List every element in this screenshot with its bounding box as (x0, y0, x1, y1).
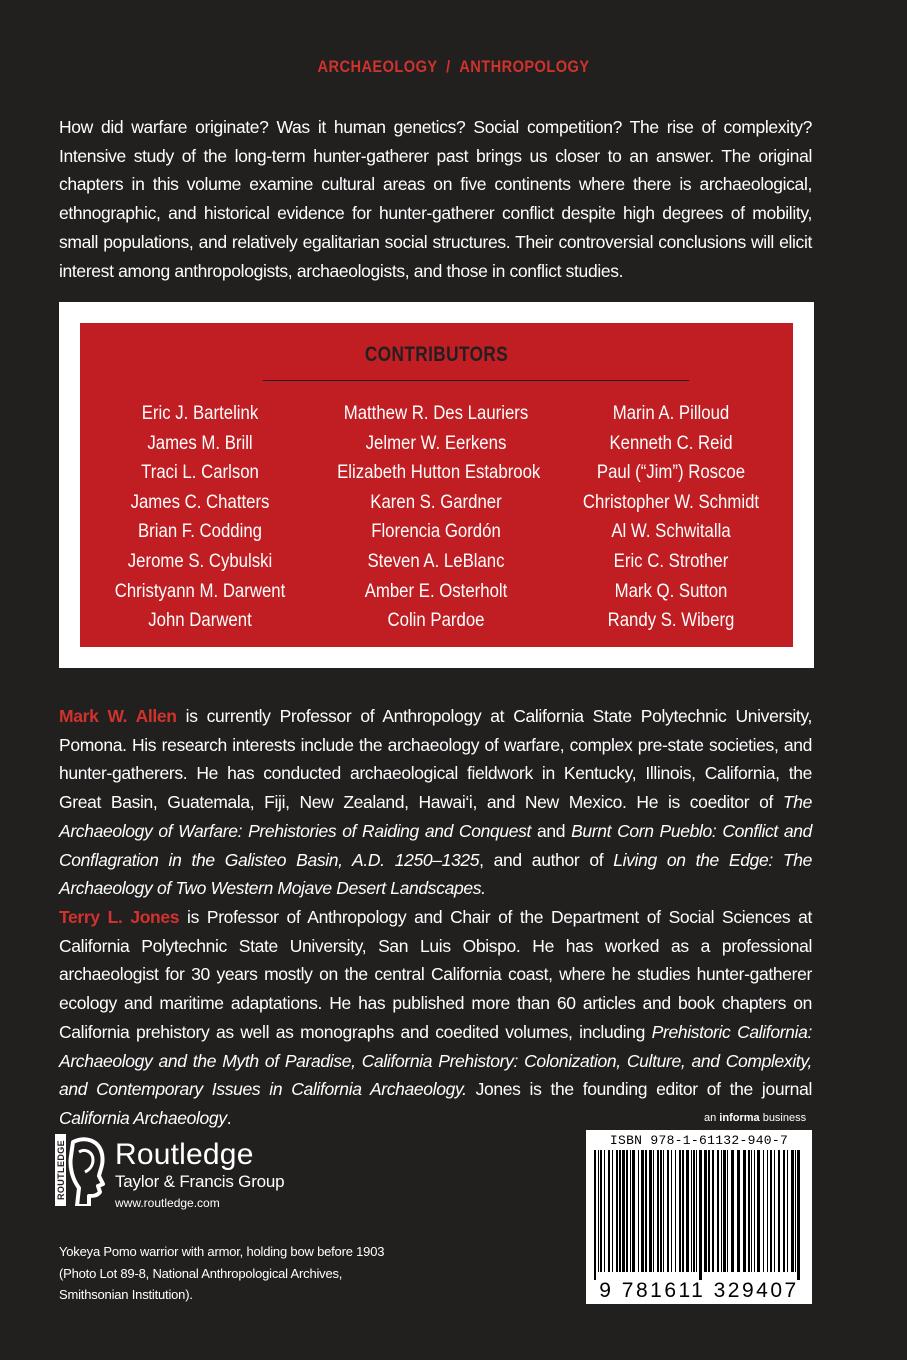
contributor-name: Eric J. Bartelink (141, 402, 259, 424)
routledge-name: Routledge (115, 1138, 254, 1171)
book-title: Prehistoric California: Archaeology and the Myth of Paradise, California Prehistory: Colonization, Culture, and Complexity, and Contemporary Issues in California Archaeology. (59, 1021, 813, 1100)
author-bio-allen (59, 702, 812, 903)
contributor-name: Florencia Gordón (371, 520, 501, 543)
caption-line: Yokeya Pomo warrior with armor, holding bow before 1903 (59, 1244, 385, 1259)
isbn-label: ISBN 978-1-61132-940-7 (609, 1133, 789, 1148)
contributor-name: Kenneth C. Reid (609, 431, 733, 454)
book-title: The Archaeology of Warfare: Prehistories of Raiding and Conquest (59, 792, 812, 841)
routledge-vertical-wordmark: ROUTLEDGE (56, 1139, 66, 1201)
barcode-bar (704, 1150, 707, 1272)
journal-title: California Archaeology (59, 1107, 227, 1128)
barcode-bar (649, 1150, 652, 1272)
barcode-bar (763, 1150, 764, 1272)
contributors-column-2 (321, 399, 551, 636)
contributor-name: Jerome S. Cybulski (127, 549, 273, 572)
routledge-head-icon (55, 1134, 109, 1206)
bio-text: Jones is the founding editor of the journal (466, 1079, 812, 1100)
barcode-bar (600, 1150, 602, 1272)
barcode-bar (682, 1150, 684, 1272)
author-name-allen: Mark W. Allen (59, 706, 177, 726)
barcode-bar (787, 1150, 788, 1272)
barcode-bar (727, 1150, 728, 1272)
caption-line: (Photo Lot 89-8, National Anthropological Archives, (59, 1265, 343, 1281)
barcode-bar (754, 1150, 755, 1272)
barcode-bar (699, 1150, 702, 1280)
barcode-bar (675, 1150, 676, 1272)
barcode-bar (696, 1150, 697, 1272)
barcode-bars (592, 1150, 806, 1280)
barcode-bar (751, 1150, 752, 1272)
barcode-bar (691, 1150, 692, 1272)
barcode-bar (721, 1150, 722, 1272)
barcode-bar (723, 1150, 726, 1272)
category-heading (63, 57, 843, 77)
barcode-bar (757, 1150, 760, 1272)
informa-prefix: an (704, 1112, 720, 1124)
contributor-name: Christopher W. Schmidt (582, 490, 760, 513)
barcode-bar (594, 1150, 596, 1280)
category-separator: / (446, 57, 451, 76)
barcode-bar (604, 1150, 605, 1272)
category-archaeology: ARCHAEOLOGY (317, 57, 438, 76)
barcode-bar (795, 1150, 796, 1272)
author-name-jones: Terry L. Jones (59, 907, 180, 927)
barcode-bar (660, 1150, 662, 1272)
barcode-bar (653, 1150, 654, 1272)
caption-line: Smithsonian Institution). (59, 1287, 193, 1302)
barcode-bar (778, 1150, 780, 1272)
barcode-bar (679, 1150, 681, 1272)
barcode-bar (626, 1150, 628, 1272)
barcode-bar (748, 1150, 750, 1272)
isbn-barcode (586, 1130, 812, 1304)
bio-text: is Professor of Anthropology and Chair of the Department of Social Sciences at California Polytechnic State University, San Luis Obispo. He has worked as a professional archaeologist for 30 years mostly on the central California coast, where he studies hunter-gatherer ecology and maritime adaptations. He has published more than 60 articles and book chapters on California prehistory as well as monographs and coedited volumes, including (59, 907, 812, 1042)
barcode-bar (797, 1150, 800, 1280)
contributor-name: Traci L. Carlson (141, 461, 259, 484)
barcode-bar (731, 1150, 734, 1272)
barcode-bar (630, 1150, 631, 1272)
barcode-bar (645, 1150, 647, 1272)
barcode-bar (598, 1150, 599, 1272)
bio-text: is currently Professor of Anthropology at California State Polytechnic University, Pomona. His research interests include the archaeology of warfare, complex pre-state societies, and hunter-gatherers. He has conducted archaeological fieldwork in Kentucky, Illinois, California, the Great Basin, Guatemala, Fiji, New Zealand, Hawai‘i, and New Mexico. He is coeditor of (59, 706, 813, 813)
contributor-name: Jelmer W. Eerkens (365, 431, 507, 454)
informa-suffix: business (759, 1112, 807, 1124)
bio-text: , and author of (479, 849, 614, 870)
barcode-bar (671, 1150, 672, 1272)
barcode-bar (770, 1150, 772, 1272)
contributor-name: James M. Brill (147, 431, 253, 454)
publisher-group: Taylor & Francis Group (115, 1172, 285, 1191)
barcode-bar (641, 1150, 644, 1272)
contributor-name: Christyann M. Darwent (114, 579, 286, 602)
barcode-bar (693, 1150, 695, 1272)
barcode-bar (791, 1150, 794, 1272)
contributor-name: Elizabeth Hutton Estabrook (337, 461, 541, 484)
contributor-name: Paul (“Jim”) Roscoe (596, 461, 746, 484)
book-title: Burnt Corn Pueblo: Conflict and Conflagration in the Galisteo Basin, A.D. 1250–1325 (59, 820, 813, 870)
barcode-bar (663, 1150, 664, 1272)
barcode-bar (686, 1150, 689, 1272)
barcode-bar (767, 1150, 768, 1272)
barcode-bar (619, 1150, 621, 1272)
publisher-url: www.routledge.com (115, 1196, 220, 1210)
contributor-name: Matthew R. Des Lauriers (343, 402, 529, 424)
barcode-bar (632, 1150, 635, 1272)
contributor-name: Eric C. Strother (613, 549, 729, 572)
contributors-title: CONTRIBUTORS (364, 343, 509, 366)
contributor-name: Al W. Schwitalla (611, 520, 731, 543)
contributor-name: Randy S. Wiberg (607, 609, 735, 632)
book-title: Living on the Edge: The Archaeology of Two Western Mojave Desert Landscapes. (59, 849, 813, 899)
barcode-bar (783, 1150, 785, 1272)
barcode-bar (708, 1150, 710, 1272)
contributors-column-3 (556, 399, 786, 636)
contributor-name: James C. Chatters (130, 490, 270, 513)
bio-text: . (226, 1107, 232, 1128)
contributor-name: Mark Q. Sutton (614, 579, 728, 602)
barcode-bar (638, 1150, 639, 1272)
contributor-name: Amber E. Osterholt (364, 579, 508, 602)
cover-photo-caption (59, 1241, 384, 1306)
barcode-bar (774, 1150, 775, 1272)
contributors-rule (263, 380, 689, 381)
bio-text: and (531, 820, 572, 841)
contributor-name: Brian F. Codding (137, 520, 262, 543)
barcode-bar (622, 1150, 625, 1272)
barcode-bar (737, 1150, 740, 1272)
category-anthropology: ANTHROPOLOGY (459, 57, 590, 76)
barcode-bar (612, 1150, 613, 1272)
barcode-bar (667, 1150, 669, 1272)
contributor-name: Steven A. LeBlanc (367, 549, 505, 572)
barcode-bar (743, 1150, 746, 1272)
isbn-digits: 9 781611 329407 (599, 1279, 799, 1302)
barcode-bar (717, 1150, 719, 1272)
informa-brand: informa (719, 1112, 760, 1124)
author-bio-jones (59, 903, 812, 1133)
contributors-box (59, 302, 814, 668)
contributors-panel (80, 323, 793, 647)
barcode-bar (608, 1150, 610, 1272)
contributor-name: Karen S. Gardner (370, 490, 502, 513)
book-description: How did warfare originate? Was it human genetics? Social competition? The rise of complexity? Intensive study of the long-term hunter-gatherer past brings us closer to an answer. The original chapters in this volume examine cultural areas on five continents where there is archaeological, ethnographic, and historical evidence for hunter-gatherer conflict despite high degrees of mobility, small populations, and relatively egalitarian social structures. Their controversial conclusions will elicit interest among anthropologists, archaeologists, and those in conflict studies. (59, 117, 812, 281)
barcode-bar (657, 1150, 659, 1272)
barcode-bar (712, 1150, 714, 1272)
informa-tagline (704, 1112, 806, 1124)
barcode-bar (616, 1150, 618, 1272)
contributors-column-1 (85, 399, 315, 636)
contributor-name: Colin Pardoe (387, 609, 485, 632)
contributor-name: Marin A. Pilloud (612, 402, 730, 424)
contributor-name: John Darwent (148, 609, 252, 632)
